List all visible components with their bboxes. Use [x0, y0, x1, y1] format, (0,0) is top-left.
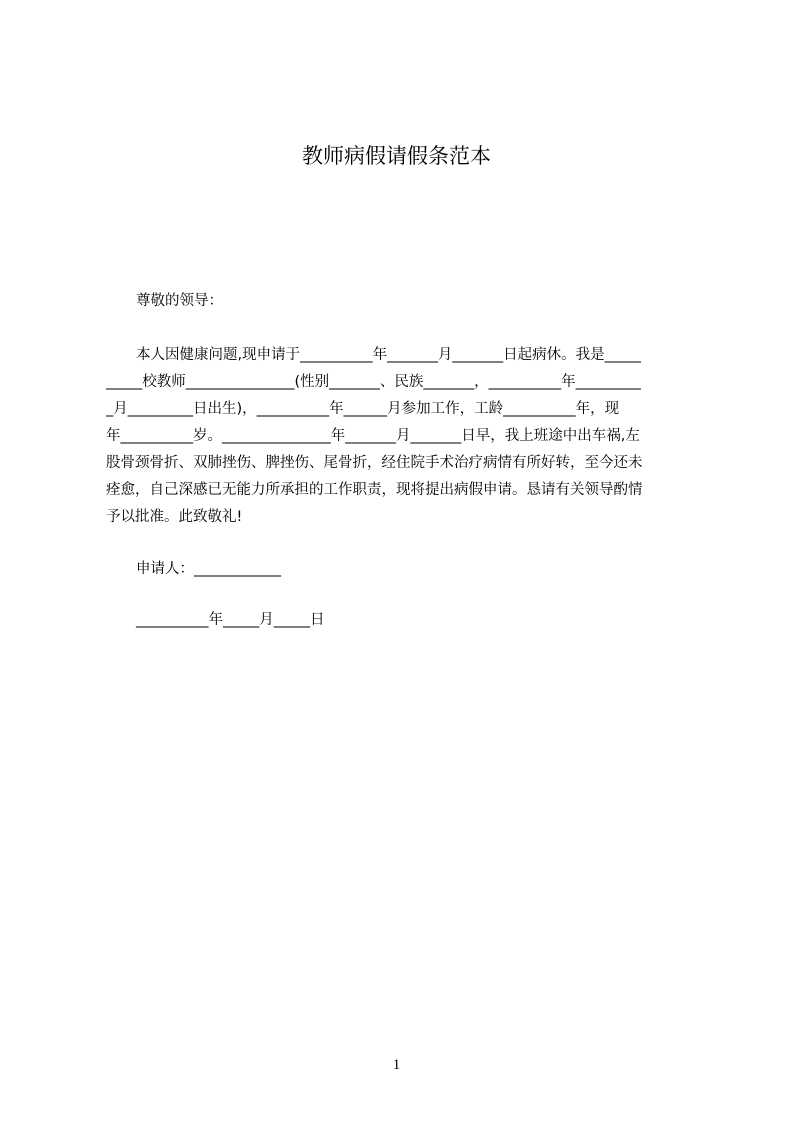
applicant-signature-line: 申请人：____________	[136, 561, 281, 577]
body-line: 本人因健康问题,现申请于__________年_______月_______日起病休。我是_____	[136, 347, 641, 363]
date-line: __________年_____月_____日	[136, 612, 325, 628]
body-line: 予以批准。此致敬礼!	[106, 509, 243, 525]
body-line: 痊愈，自己深感已无能力所承担的工作职责，现将提出病假申请。恳请有关领导酌情	[106, 482, 643, 498]
page-number: 1	[392, 1057, 401, 1073]
body-line: _月_________日出生)，__________年______月参加工作，工龄__________年，现	[106, 401, 620, 417]
document-title: 教师病假请假条范本	[302, 144, 491, 168]
salutation: 尊敬的领导：	[136, 293, 223, 309]
body-line: 股骨颈骨折、双肺挫伤、脾挫伤、尾骨折，经住院手术治疗病情有所好转，至今还未	[106, 455, 643, 471]
body-line: 年__________岁。_______________年_______月_______日早，我上班途中出车祸,左	[106, 428, 640, 444]
body-line: _____校教师_______________(性别_______、民族_______，__________年_________	[106, 374, 641, 390]
